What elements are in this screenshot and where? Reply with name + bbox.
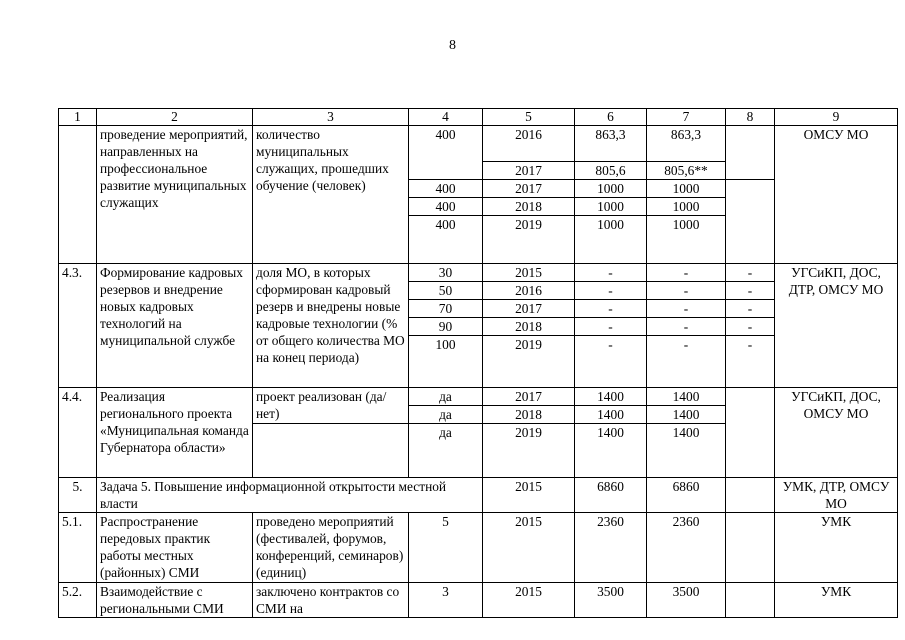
funding-total-cell: 1000 <box>647 198 726 216</box>
header-cell-9: 9 <box>775 109 898 126</box>
measure-name-cell: Распространение передовых практик работы местных (районных) СМИ <box>97 513 253 583</box>
measure-name-cell: Формирование кадровых резервов и внедрение новых кадровых технологий на муниципальной службе <box>97 264 253 388</box>
funding-cell: - <box>575 264 647 282</box>
table-row <box>59 478 898 513</box>
col8-cell: - <box>726 264 775 282</box>
funding-cell: 1000 <box>575 180 647 198</box>
funding-cell: 3500 <box>575 583 647 618</box>
target-value-cell: 3 <box>409 583 483 618</box>
executor-cell: УГСиКП, ДОС, ДТР, ОМСУ МО <box>775 264 898 388</box>
row-number-cell: 4.4. <box>59 388 97 478</box>
year-cell: 2016 <box>483 126 575 162</box>
indicator-cell: проект реализован (да/нет) <box>253 388 409 424</box>
year-cell: 2019 <box>483 216 575 264</box>
col8-cell <box>726 388 775 478</box>
funding-cell: 1400 <box>575 424 647 478</box>
funding-cell: 2360 <box>575 513 647 583</box>
year-cell: 2015 <box>483 583 575 618</box>
funding-total-cell: 863,3 <box>647 126 726 162</box>
target-value-cell: 400 <box>409 126 483 180</box>
year-cell: 2015 <box>483 264 575 282</box>
year-cell: 2019 <box>483 424 575 478</box>
funding-cell: 1400 <box>575 388 647 406</box>
target-value-cell: 400 <box>409 180 483 198</box>
executor-cell: УМК <box>775 513 898 583</box>
funding-total-cell: 1400 <box>647 406 726 424</box>
header-cell-2: 2 <box>97 109 253 126</box>
executor-cell: ОМСУ МО <box>775 126 898 264</box>
row-number-cell: 5.2. <box>59 583 97 618</box>
executor-cell: УМК, ДТР, ОМСУ МО <box>775 478 898 513</box>
target-value-cell: 70 <box>409 300 483 318</box>
header-cell-7: 7 <box>647 109 726 126</box>
measure-name-cell: Реализация регионального проекта «Муниципальная команда Губернатора области» <box>97 388 253 478</box>
header-cell-5: 5 <box>483 109 575 126</box>
row-number-cell: 5. <box>59 478 97 513</box>
year-cell: 2018 <box>483 406 575 424</box>
funding-total-cell: 1400 <box>647 424 726 478</box>
indicator-cell: заключено контрактов со СМИ на <box>253 583 409 618</box>
funding-total-cell: 6860 <box>647 478 726 513</box>
funding-total-cell: - <box>647 336 726 388</box>
header-cell-8: 8 <box>726 109 775 126</box>
table-row <box>59 126 898 162</box>
target-value-cell: 90 <box>409 318 483 336</box>
executor-cell: УМК <box>775 583 898 618</box>
funding-total-cell: 3500 <box>647 583 726 618</box>
funding-total-cell: 805,6** <box>647 162 726 180</box>
funding-total-cell: 1000 <box>647 180 726 198</box>
funding-cell: 6860 <box>575 478 647 513</box>
header-cell-3: 3 <box>253 109 409 126</box>
table-row <box>59 513 898 583</box>
header-cell-1: 1 <box>59 109 97 126</box>
header-cell-6: 6 <box>575 109 647 126</box>
year-cell: 2017 <box>483 162 575 180</box>
year-cell: 2018 <box>483 318 575 336</box>
target-value-cell: 50 <box>409 282 483 300</box>
funding-total-cell: 2360 <box>647 513 726 583</box>
funding-cell: 863,3 <box>575 126 647 162</box>
col8-cell: - <box>726 300 775 318</box>
funding-cell: - <box>575 282 647 300</box>
target-value-cell: да <box>409 406 483 424</box>
header-row <box>59 109 898 126</box>
year-cell: 2017 <box>483 300 575 318</box>
col8-cell: - <box>726 282 775 300</box>
row-number-cell: 5.1. <box>59 513 97 583</box>
funding-cell: - <box>575 318 647 336</box>
funding-cell: 805,6 <box>575 162 647 180</box>
row-number-cell: 4.3. <box>59 264 97 388</box>
target-value-cell: 400 <box>409 198 483 216</box>
target-value-cell: да <box>409 388 483 406</box>
year-cell: 2017 <box>483 388 575 406</box>
funding-cell: 1000 <box>575 198 647 216</box>
funding-total-cell: - <box>647 282 726 300</box>
col8-cell: - <box>726 336 775 388</box>
funding-total-cell: - <box>647 300 726 318</box>
funding-total-cell: 1400 <box>647 388 726 406</box>
col8-cell: - <box>726 318 775 336</box>
measure-name-cell: Взаимодействие с региональными СМИ <box>97 583 253 618</box>
year-cell: 2019 <box>483 336 575 388</box>
year-cell: 2017 <box>483 180 575 198</box>
indicator-cell: проведено мероприятий (фестивалей, форумов, конференций, семинаров) (единиц) <box>253 513 409 583</box>
funding-cell: 1400 <box>575 406 647 424</box>
col8-cell <box>726 583 775 618</box>
funding-total-cell: - <box>647 318 726 336</box>
funding-cell: - <box>575 336 647 388</box>
executor-cell: УГСиКП, ДОС, ОМСУ МО <box>775 388 898 478</box>
target-value-cell: 5 <box>409 513 483 583</box>
table-row <box>59 264 898 282</box>
col8-cell <box>726 180 775 264</box>
year-cell: 2015 <box>483 478 575 513</box>
row-number-cell <box>59 126 97 264</box>
funding-total-cell: - <box>647 264 726 282</box>
target-value-cell: 100 <box>409 336 483 388</box>
program-table <box>58 108 898 618</box>
indicator-cell: количество муниципальных служащих, прошедших обучение (человек) <box>253 126 409 264</box>
task-title-cell: Задача 5. Повышение информационной открытости местной власти <box>97 478 483 513</box>
col8-cell <box>726 513 775 583</box>
target-value-cell: да <box>409 424 483 478</box>
funding-cell: - <box>575 300 647 318</box>
measure-name-cell: проведение мероприятий, направленных на профессиональное развитие муниципальных служащих <box>97 126 253 264</box>
page-number: 8 <box>449 38 456 53</box>
header-cell-4: 4 <box>409 109 483 126</box>
target-value-cell: 30 <box>409 264 483 282</box>
table-row <box>59 583 898 618</box>
target-value-cell: 400 <box>409 216 483 264</box>
col8-cell <box>726 478 775 513</box>
year-cell: 2016 <box>483 282 575 300</box>
funding-total-cell: 1000 <box>647 216 726 264</box>
col8-cell <box>726 126 775 180</box>
year-cell: 2018 <box>483 198 575 216</box>
year-cell: 2015 <box>483 513 575 583</box>
indicator-cell: доля МО, в которых сформирован кадровый резерв и внедрены новые кадровые технологии (% от общего количества МО на конец периода) <box>253 264 409 388</box>
table-row <box>59 388 898 406</box>
funding-cell: 1000 <box>575 216 647 264</box>
indicator-cell-empty <box>253 424 409 478</box>
